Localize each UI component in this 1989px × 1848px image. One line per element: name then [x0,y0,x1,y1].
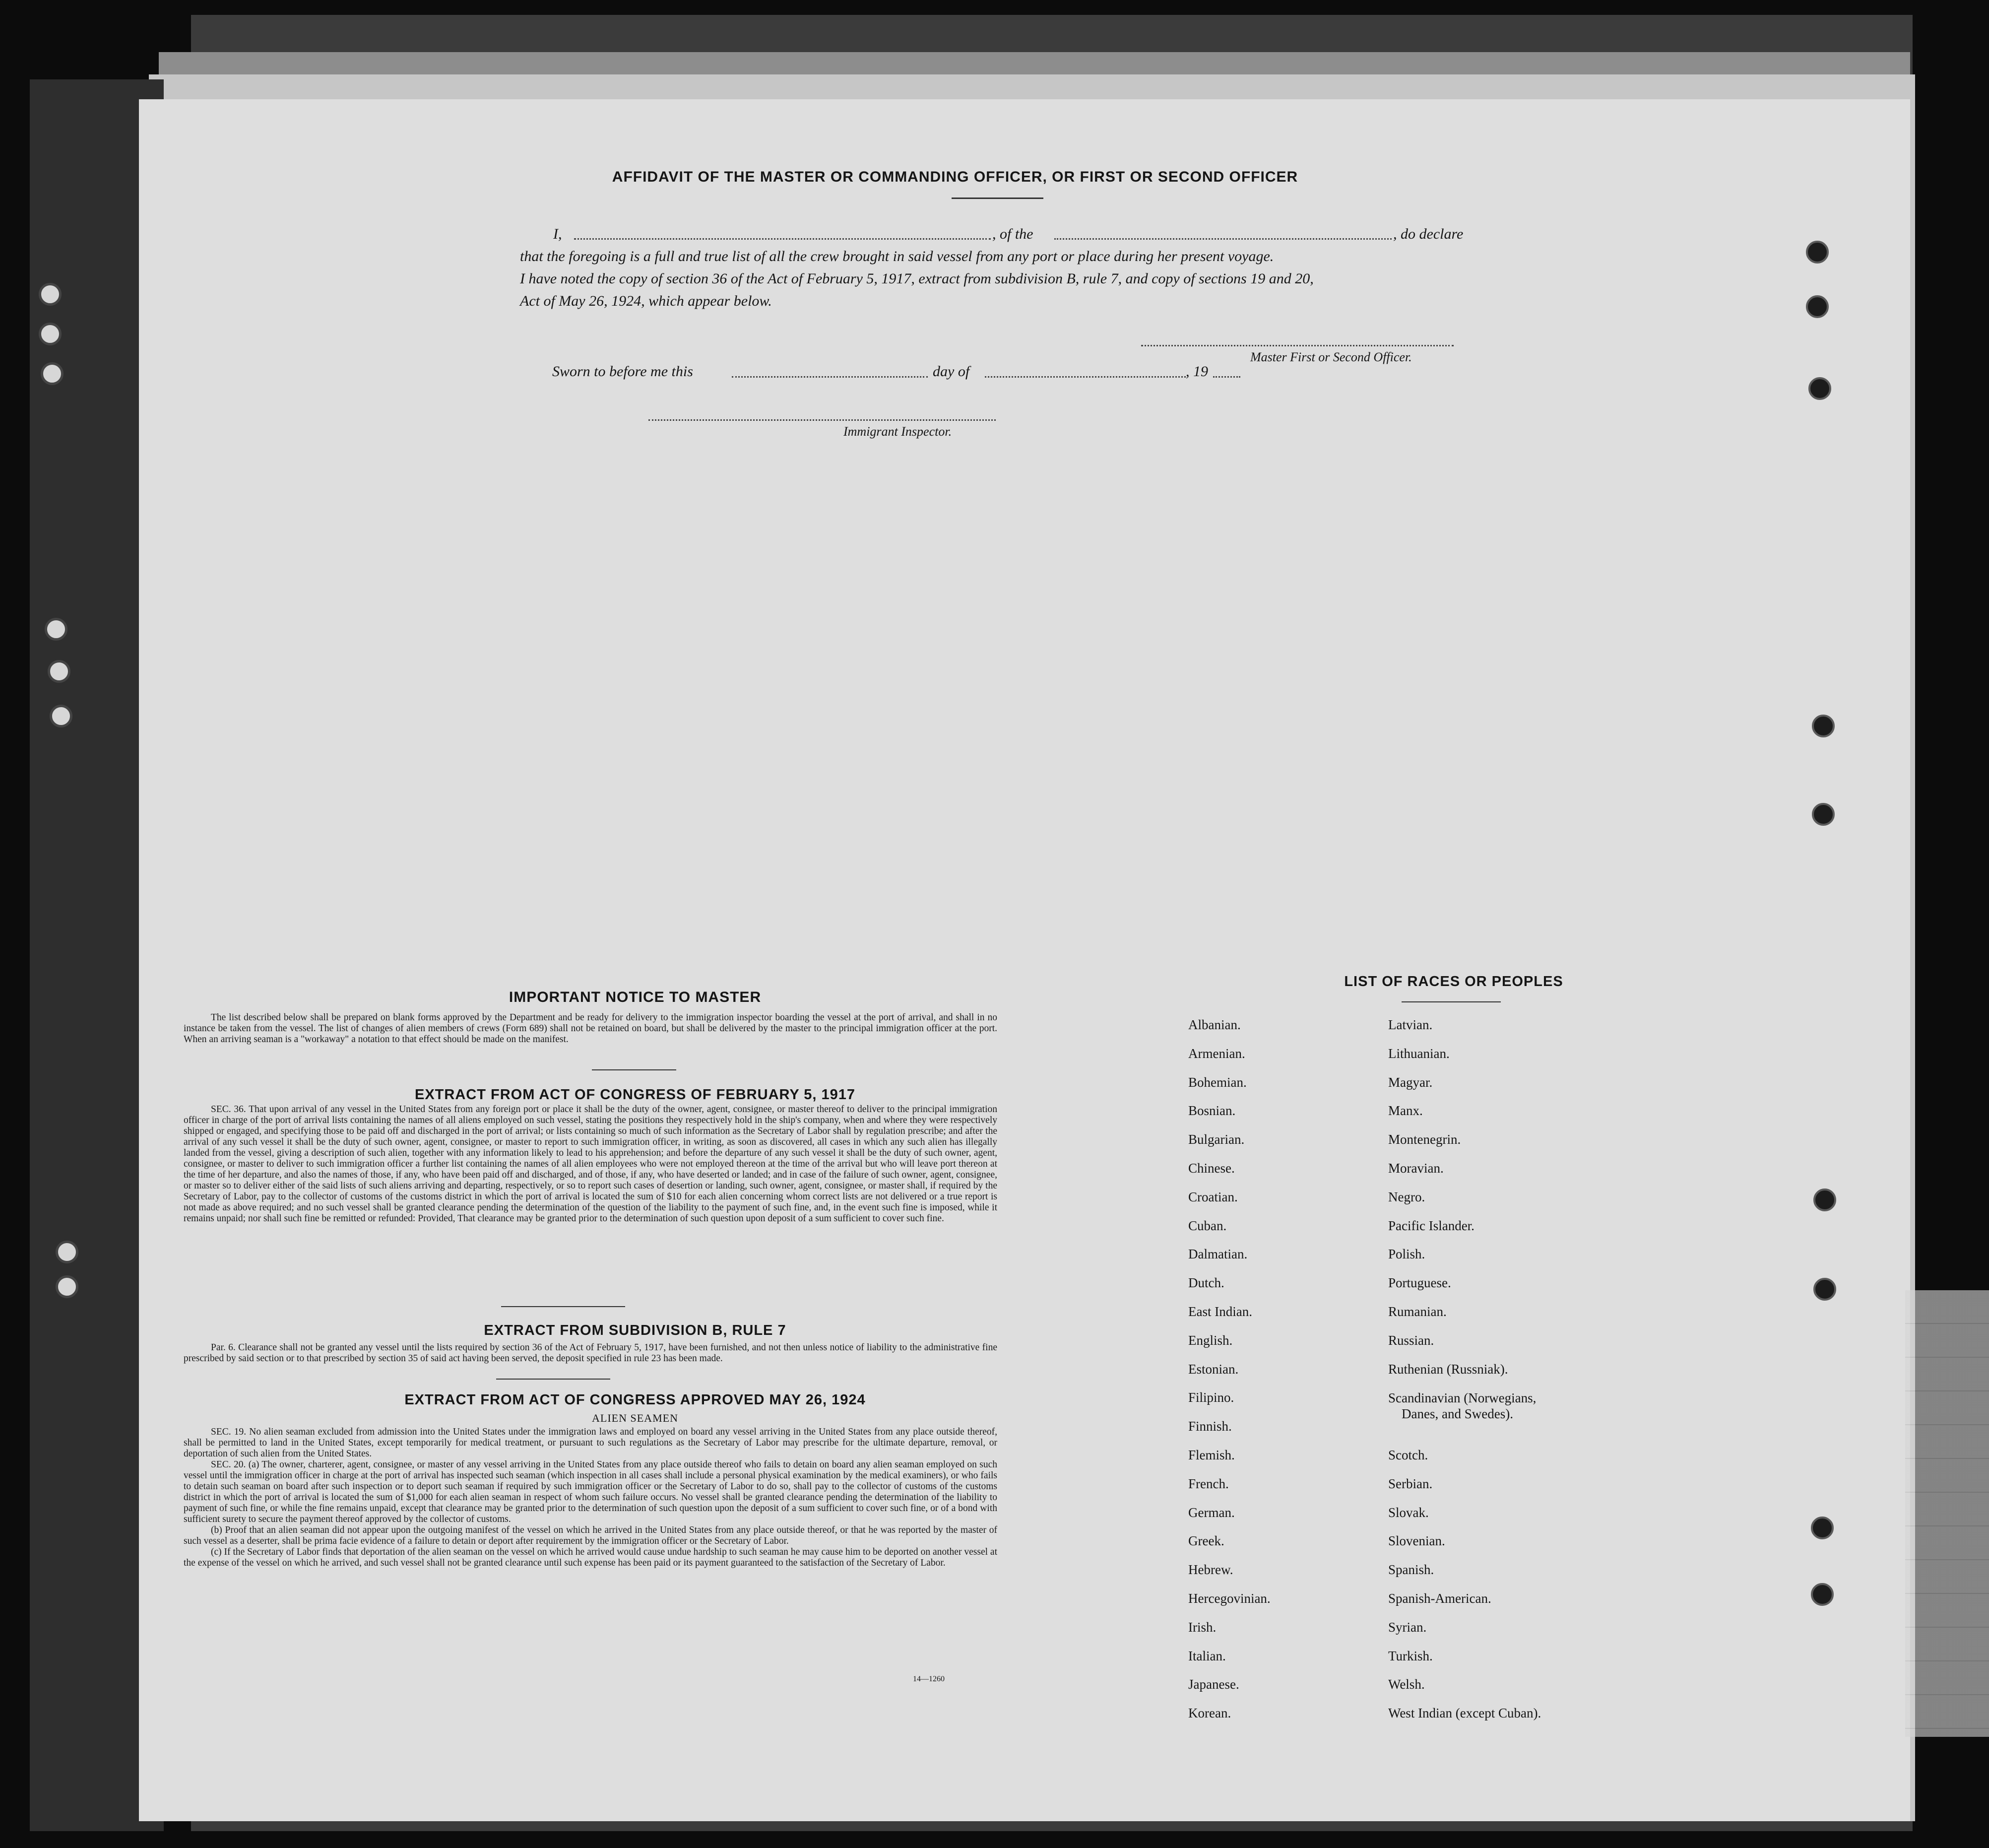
punch-hole [1806,295,1829,318]
notice-body [184,1012,997,1045]
race-item: Greek. [1188,1533,1224,1549]
race-item: Hercegovinian. [1188,1591,1271,1606]
race-item: Armenian. [1188,1046,1245,1061]
race-item: West Indian (except Cuban). [1388,1706,1541,1721]
sworn-label: Sworn to before me this [552,363,693,380]
inspector-signature-line [648,419,996,421]
form-page [139,99,1910,1821]
race-item: French. [1188,1476,1229,1491]
race-item: Dutch. [1188,1275,1224,1291]
affidavit-declare: , do declare [1393,226,1464,242]
vessel-blank [1054,238,1392,240]
race-item: Scandinavian (Norwegians, Danes, and Swedes). [1388,1390,1537,1422]
year-blank [1213,376,1240,378]
extract-rule7-title: EXTRACT FROM SUBDIVISION B, RULE 7 [484,1322,786,1338]
sec19-text: SEC. 19. No alien seaman excluded from admission into the United States under the immigration laws and employed on board any vessel arriving in the United States from any place outside thereof, shall be permitted to land in the United States, except temporarily for medical treatment, or pursuant to such regulations as the Secretary of Labor may prescribe for the ultimate departure, removal, or deportation of such alien from the United States. [184,1427,997,1459]
race-item: Albanian. [1188,1017,1241,1032]
punch-hole [1808,377,1831,400]
binder-hole [45,618,67,641]
race-item: Irish. [1188,1619,1217,1635]
race-item: Portuguese. [1388,1275,1451,1291]
race-item: Japanese. [1188,1677,1239,1692]
inspector-signature-label: Immigrant Inspector. [843,424,952,439]
race-item: Pacific Islander. [1388,1218,1475,1233]
ruled-edge [1905,1290,1989,1737]
races-title: LIST OF RACES OR PEOPLES [1344,974,1563,990]
punch-hole [1812,803,1835,826]
binder-hole [41,362,64,385]
master-signature-label: Master First or Second Officer. [1250,350,1412,364]
extract-1917-body [184,1104,997,1224]
divider [1402,1001,1501,1002]
race-item: Negro. [1388,1189,1425,1204]
extract-rule7-body [184,1342,997,1364]
affidavit-of-the: , of the [992,226,1033,242]
sec20a-text: SEC. 20. (a) The owner, charterer, agent, consignee, or master of any vessel arriving in the United States from any place outside thereof who fails to detain on board any alien seaman employed on such vessel until the immigration officer in charge at the port of arrival has inspected such seaman (which inspection in all cases shall include a personal physical examination by the medical examiners), or who fails to detain such seaman on board after such inspection or to deport such seaman if required by such immigration officer or the Secretary of Labor to do so, shall pay to the collector of customs of the customs district in which the port of arrival is located the sum of $1,000 for each alien seaman in respect of whom such failure occurs. No vessel shall be granted clearance pending the determination of the liability to payment of such fine, or while the fine remains unpaid, except that clearance may be granted prior to the determination of such question upon the deposit of a sum sufficient to cover such fine, or of a bond with sufficient surety to secure the payment thereof approved by the collector of customs. [184,1459,997,1524]
extract-1924-title: EXTRACT FROM ACT OF CONGRESS APPROVED MAY 26, 1924 [404,1392,866,1408]
race-item: Italian. [1188,1648,1226,1663]
punch-hole [1806,241,1829,264]
notice-title: IMPORTANT NOTICE TO MASTER [509,989,762,1005]
day-of-label: day of [933,363,970,380]
race-item: Syrian. [1388,1619,1427,1635]
race-item: Montenegrin. [1388,1132,1461,1147]
punch-hole [1811,1517,1834,1539]
race-item: Croatian. [1188,1189,1238,1204]
race-item: Moravian. [1388,1161,1444,1176]
binder-hole [56,1275,78,1298]
notice-text: The list described below shall be prepared on blank forms approved by the Department and be ready for delivery to the immigration inspector boarding the vessel at the port of arrival, and shall in no instance be taken from the vessel. The list of changes of alien members of crews (Form 689) shall not be retained on board, but shall be delivered by the master to the principal immigration officer at the port. When an arriving seaman is a "workaway" a notation to that effect should be made on the manifest. [184,1012,997,1045]
race-item: Dalmatian. [1188,1247,1248,1262]
year-label: , 19 [1186,363,1208,380]
punch-hole [1813,1188,1836,1211]
race-item: German. [1188,1505,1235,1520]
race-item: Spanish. [1388,1562,1434,1578]
affidavit-title: AFFIDAVIT OF THE MASTER OR COMMANDING OFFICER, OR FIRST OR SECOND OFFICER [612,169,1298,185]
race-item: Korean. [1188,1706,1231,1721]
name-blank [574,238,991,240]
race-item: Filipino. [1188,1390,1234,1405]
sec20b-text: (b) Proof that an alien seaman did not appear upon the outgoing manifest of the vessel on which he arrived in the United States from any place outside thereof, or that he was reported by the master of such vessel as a deserter, shall be prima facie evidence of a failure to detain or deport after requirement by the immigration officer or the Secretary of Labor. [184,1525,997,1546]
master-signature-line [1141,345,1454,346]
binder-hole [56,1241,78,1263]
divider [501,1306,625,1307]
race-item: Scotch. [1388,1448,1428,1462]
race-item: Magyar. [1388,1074,1433,1090]
race-item: Slovak. [1388,1505,1429,1520]
race-item: Turkish. [1388,1648,1433,1663]
affidavit-line2: that the foregoing is a full and true list of all the crew brought in said vessel from any port or place during her present voyage. [520,248,1274,264]
affidavit-line4: Act of May 26, 1924, which appear below. [520,293,772,309]
race-item: Latvian. [1388,1017,1433,1032]
race-item: Ruthenian (Russniak). [1388,1361,1508,1377]
rule7-text: Par. 6. Clearance shall not be granted any vessel until the lists required by section 36 of the Act of February 5, 1917, have been furnished, and not then unless notice of liability to the administrative fine prescribed by said section or to that prescribed by section 35 of said act having been served, the deposit specified in rule 23 has been made. [184,1342,997,1364]
race-item: Serbian. [1388,1476,1433,1491]
race-item: Polish. [1388,1247,1425,1262]
race-item: Bosnian. [1188,1103,1236,1119]
sec36-text: SEC. 36. That upon arrival of any vessel in the United States from any foreign port or place it shall be the duty of the owner, agent, consignee, or master thereof to deliver to the principal immigration officer in charge of the port of arrival lists containing the names of all aliens employed on such vessel, stating the positions they respectively hold in the ship's company, when and where they were respectively shipped or engaged, and specifying those to be paid off and discharged in the port of arrival; or lists containing so much of such information as the Secretary of Labor shall by regulation prescribe; and after the arrival of any such vessel it shall be the duty of such owner, agent, consignee, or master to report to such immigration officer, in writing, as soon as discovered, all cases in which any such alien has illegally landed from the vessel, giving a description of such alien, together with any information likely to lead to his apprehension; and before the departure of any such vessel it shall be the duty of such owner, agent, consignee, or master to deliver to such immigration officer a further list containing the names of all alien employees who were not employed thereon at the time of the arrival but who will leave port thereon at the time of her departure, and also the names of those, if any, who have been paid off and discharged, and of those, if any, who have deserted or landed; and in case of the failure of such owner, agent, consignee, or master so to deliver either of the said lists of such aliens arriving and departing, respectively, or so to report such cases of desertion or landing, such owner, agent, consignee, or master shall, if required by the Secretary of Labor, pay to the collector of customs of the customs district in which the port of arrival is located the sum of $10 for each alien concerning whom correct lists are not delivered or a true report is not made as above required; and no such vessel shall be granted clearance pending the determination of the question of the liability to the payment of such fine, and, in the event such fine is imposed, while it remains unpaid; nor shall such fine be remitted or refunded: Provided, That clearance may be granted prior to the determination of such question upon deposit of a sum sufficient to cover such fine. [184,1104,997,1224]
race-item: Russian. [1388,1332,1434,1348]
binder-hole [48,660,70,683]
divider [952,198,1043,199]
race-item: Spanish-American. [1388,1591,1491,1606]
punch-hole [1812,715,1835,737]
divider [592,1069,676,1070]
extract-1917-title: EXTRACT FROM ACT OF CONGRESS OF FEBRUARY 5, 1917 [414,1087,856,1103]
divider [496,1379,610,1380]
race-item: Estonian. [1188,1361,1239,1377]
race-item: Finnish. [1188,1419,1232,1434]
sec20c-text: (c) If the Secretary of Labor finds that deportation of the alien seaman on the vessel on which he arrived would cause undue hardship to such seaman he may cause him to be deported on another vessel at the expense of the vessel on which he arrived, and such vessel shall not be granted clearance until such expense has been paid or its payment guaranteed to the satisfaction of the Secretary of Labor. [184,1547,997,1568]
punch-hole [1811,1583,1834,1606]
race-item: Manx. [1388,1103,1423,1119]
binder-hole [39,283,62,306]
extract-1924-body [184,1427,997,1569]
race-item: English. [1188,1332,1233,1348]
race-item: Lithuanian. [1388,1046,1450,1061]
alien-seamen-subtitle: ALIEN SEAMEN [592,1412,678,1424]
race-item: Bulgarian. [1188,1132,1245,1147]
race-item: East Indian. [1188,1304,1252,1319]
race-item: Bohemian. [1188,1074,1247,1090]
race-item: Flemish. [1188,1448,1235,1462]
month-blank [985,376,1186,378]
race-item: Rumanian. [1388,1304,1447,1319]
punch-hole [1813,1278,1836,1301]
race-item: Hebrew. [1188,1562,1233,1578]
affidavit-line3: I have noted the copy of section 36 of the Act of February 5, 1917, extract from subdivision B, rule 7, and copy of sections 19 and 20, [520,270,1314,287]
race-item: Chinese. [1188,1161,1235,1176]
race-item: Welsh. [1388,1677,1425,1692]
binder-hole [50,705,72,727]
binder-hole [39,323,62,345]
race-item: Cuban. [1188,1218,1227,1233]
sworn-day-blank [732,376,928,378]
affidavit-i: I, [553,226,562,242]
form-number: 14—1260 [913,1675,945,1683]
race-item: Slovenian. [1388,1533,1445,1549]
